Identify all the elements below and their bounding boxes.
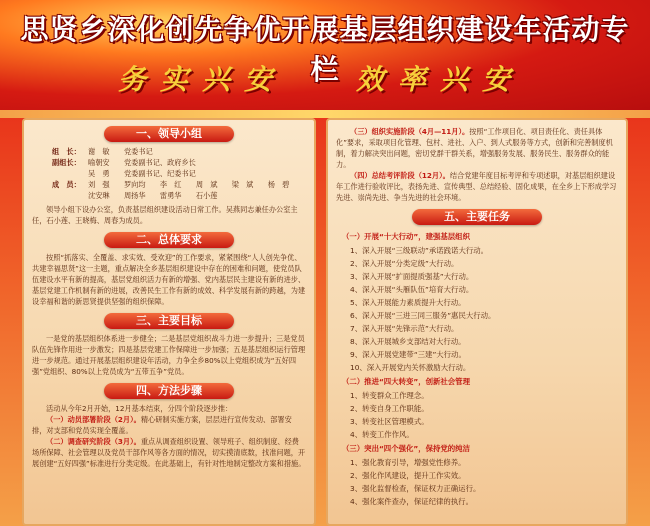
section-title-leadership: 一、领导小组 xyxy=(104,126,234,142)
list-item: 2、强化作风建设，提升工作实效。 xyxy=(350,471,466,480)
phase3-text: 按照“工作项目化、项目责任化、责任具体化”要求，采取项目化管理、包村、进社、入户、到人式服务等方式，创新和完善制度机制，着力解决突出问题，密切党群干群关系，增强服务发展、服务民生、服务群众的能力。 xyxy=(336,127,613,169)
phase4-text: 结合党建年度目标考评和专项述职，对基层组织建设年工作进行验收评比，表扬先进、宣传典型、总结经验、固化成果，在全乡上下形成学习先进、崇尚先进、争当先进的社会环境。 xyxy=(336,171,617,202)
leader-role xyxy=(52,168,88,179)
phase2-label: （二）调查研究阶段（3月）。 xyxy=(46,437,141,446)
phase4-paragraph xyxy=(328,170,626,203)
goals-paragraph: 一是党的基层组织体系进一步健全；二是基层党组织战斗力进一步提升；三是党员队伍先锋作用进一步激发；四是基层党建工作保障进一步加强；五是基层组织运行管理进一步规范。通过开展基层组织建设年活动，力争全乡80%以上党组织成为“五好四强”党组织、80%以上党员成为“五带五争”党员。 xyxy=(32,334,306,376)
leaders-list xyxy=(24,146,314,201)
steps-intro: 活动从今年2月开始，12月基本结束，分四个阶段逐步推： xyxy=(46,404,233,413)
leader-role: 成 员： xyxy=(52,180,81,189)
leader-row xyxy=(24,190,314,201)
subsection-four-strengthen: （三）突出“四个强化”，保持党的纯洁 xyxy=(342,444,470,453)
leader-role xyxy=(52,190,88,201)
actions-list xyxy=(328,244,626,374)
list-item: 1、深入开展“三级联动”承诺践诺大行动。 xyxy=(350,246,489,255)
phase3-paragraph xyxy=(328,126,626,170)
list-item: 7、深入开展“先锋示范”大行动。 xyxy=(350,324,459,333)
list-item: 2、转变自身工作职能。 xyxy=(350,404,429,413)
phase4-label: （四）总结考评阶段（12月）。 xyxy=(350,171,450,180)
phase2-paragraph xyxy=(24,436,314,469)
slogan-left: 务实兴安 xyxy=(118,63,287,96)
page-title: 思贤乡深化创先争优开展基层组织建设年活动专栏 xyxy=(20,13,630,86)
right-panel xyxy=(326,118,628,526)
left-panel xyxy=(22,118,316,526)
banner-header xyxy=(0,0,650,110)
list-item: 4、强化案件查办，保证纪律的执行。 xyxy=(350,497,473,506)
list-item: 9、深入开展党建带“三建”大行动。 xyxy=(350,350,466,359)
leader-role: 组 长： xyxy=(52,147,81,156)
list-item: 3、转变社区管理模式。 xyxy=(350,417,429,426)
section-title-requirements: 二、总体要求 xyxy=(104,232,234,248)
list-item: 3、强化监督检查，保证权力正确运行。 xyxy=(350,484,481,493)
leader-names: 吴 勇 党委副书记、纪委书记 xyxy=(88,169,196,178)
section-title-steps: 四、方法步骤 xyxy=(104,383,234,399)
leader-row xyxy=(24,168,314,179)
leader-names: 喻朝安 党委副书记、政府乡长 xyxy=(88,158,196,167)
leader-row xyxy=(24,146,314,157)
phase1-paragraph xyxy=(24,414,314,436)
list-item: 4、深入开展“头雁队伍”培育大行动。 xyxy=(350,285,474,294)
section-title-goals: 三、主要目标 xyxy=(104,313,234,329)
list-item: 5、深入开展能力素质提升大行动。 xyxy=(350,298,466,307)
leader-row xyxy=(24,157,314,168)
phase2-text: 重点从调查组织设置、领导班子、组织制度、经费场所保障、社会管理以及党员干部作风等各方面的情况，切实摸清底数，找准问题，开展创建“五好四强”标准进行分类定级。在此基础上，有针对性地制定整改方案和措施。 xyxy=(32,437,306,468)
requirements-paragraph: 按照“抓落实、全覆盖、求实效、受欢迎”的工作要求，紧紧围绕“人人创先争优、共建幸福思贤”这一主题，重点解决全乡基层组织建设中存在的困难和问题，使党员队伍建设水平有新的提高，基层党组织活力有新的增强、党内基层民主建设有新的进步、基层党建工作机制有新的进展，改善民生工作有新的成效、科学发展有新的跨越，为建设幸福和谐的新思贤提供坚强的组织保障。 xyxy=(32,253,306,306)
list-item: 10、深入开展党内关怀激励大行动。 xyxy=(350,363,471,372)
leader-names: 谢 敏 党委书记 xyxy=(88,147,153,156)
divider-strip xyxy=(0,110,650,118)
list-item: 1、转变群众工作理念。 xyxy=(350,391,429,400)
leader-role: 副组长： xyxy=(52,158,81,167)
list-item: 2、深入开展“分类定级”大行动。 xyxy=(350,259,459,268)
list-item: 8、深入开展城乡支部结对大行动。 xyxy=(350,337,466,346)
subsection-ten-actions: （一）开展“十大行动”，建强基层组织 xyxy=(342,232,470,241)
phase3-label: （三）组织实施阶段（4月—11月）。 xyxy=(350,127,470,136)
strengthen-list xyxy=(328,456,626,508)
list-item: 3、深入开展“扩面提质强基”大行动。 xyxy=(350,272,474,281)
phase1-text: 精心研制实施方案，层层进行宣传发动、部署安排，对支部和党员实现全覆盖。 xyxy=(32,415,292,435)
leader-row xyxy=(24,179,314,190)
phase1-label: （一）动员部署阶段（2月）。 xyxy=(46,415,141,424)
changes-list xyxy=(328,389,626,441)
office-paragraph: 领导小组下设办公室，负责基层组织建设活动日常工作。吴燕同志兼任办公室主任，石小莲、王晓梅、周春为成员。 xyxy=(32,205,298,225)
slogan-right: 效率兴安 xyxy=(356,63,525,96)
list-item: 6、深入开展“三进三同三服务”惠民大行动。 xyxy=(350,311,496,320)
list-item: 4、转变工作作风。 xyxy=(350,430,414,439)
list-item: 1、强化教育引导，增强党性修养。 xyxy=(350,458,466,467)
leader-names: 沈安琳 周扬华 雷勇华 石小莲 xyxy=(88,191,218,200)
subsection-four-changes: （二）推进“四大转变”，创新社会管理 xyxy=(342,377,470,386)
leader-names: 刘 强 罗向均 李 红 周 斌 梁 斌 杨 碧 xyxy=(88,180,290,189)
section-title-tasks: 五、主要任务 xyxy=(412,209,542,225)
